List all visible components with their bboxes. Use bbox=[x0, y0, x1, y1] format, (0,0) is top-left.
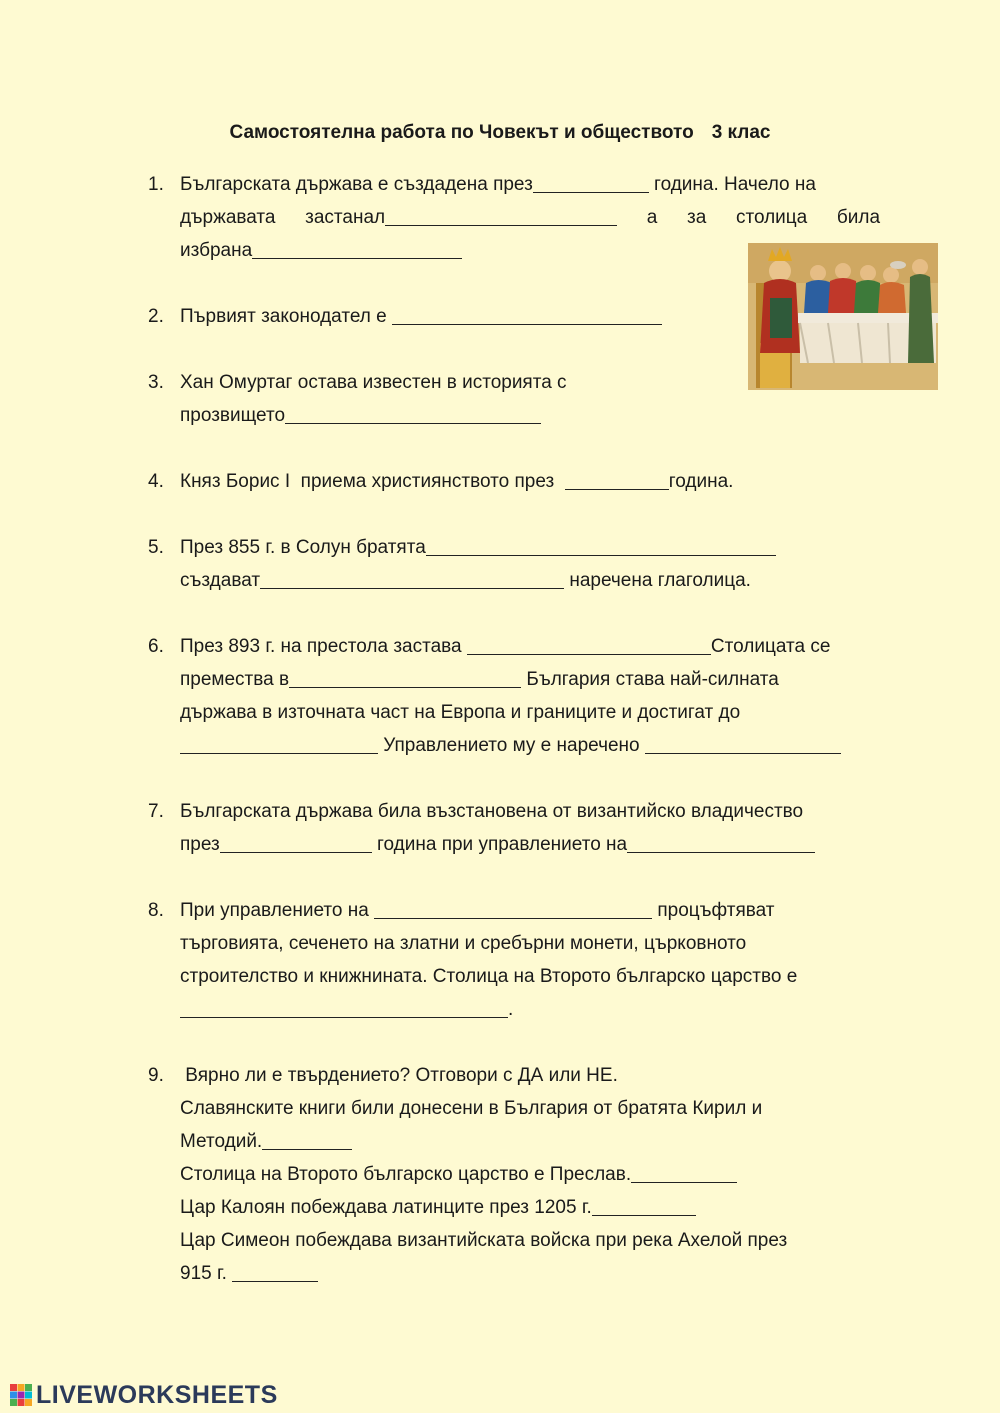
feast-image-icon bbox=[748, 243, 938, 390]
question-text: Българската държава е създадена през bbox=[180, 174, 533, 195]
question-text: Методий. bbox=[180, 1131, 263, 1152]
question-text: Столицата се bbox=[710, 636, 831, 657]
question-text: През 855 г. в Солун братята bbox=[180, 537, 426, 558]
page-title bbox=[0, 122, 1000, 144]
question-text: премества в bbox=[180, 669, 290, 690]
question-text: година. bbox=[668, 471, 734, 492]
question-text: Столица на Второто българско царство е Преслав. bbox=[180, 1164, 632, 1185]
question-text: застанал bbox=[305, 207, 386, 228]
question-text: създават bbox=[180, 570, 261, 591]
title-text: Самостоятелна работа по Човекът и обществото bbox=[229, 122, 694, 143]
question-text: за bbox=[687, 207, 707, 228]
answer-blank[interactable] bbox=[631, 1162, 737, 1183]
question-number: 4. bbox=[148, 471, 164, 492]
question-text: столица bbox=[735, 207, 808, 228]
question-line bbox=[180, 234, 462, 267]
question-text: година при управлението на bbox=[371, 834, 628, 855]
question-text: избрана bbox=[180, 240, 253, 261]
question-text: през bbox=[180, 834, 220, 855]
question-number: 9. bbox=[148, 1065, 164, 1086]
answer-blank[interactable] bbox=[232, 1261, 318, 1282]
question-text: През 893 г. на престола застава bbox=[180, 636, 467, 657]
answer-blank[interactable] bbox=[285, 403, 541, 424]
question-number: 7. bbox=[148, 801, 164, 822]
question-line bbox=[180, 531, 776, 564]
question-text: При управлението на bbox=[180, 900, 375, 921]
question-line bbox=[180, 300, 662, 333]
answer-blank[interactable] bbox=[252, 238, 462, 259]
question-line: Цар Симеон побеждава византийската войска при река Ахелой през bbox=[180, 1230, 788, 1251]
question-line bbox=[180, 399, 541, 432]
question-number: 5. bbox=[148, 537, 164, 558]
answer-blank[interactable] bbox=[220, 832, 372, 853]
question-line: търговията, сеченето на златни и сребърни монети, църковното bbox=[180, 933, 747, 954]
question-line: строителство и книжнината. Столица на Второто българско царство е bbox=[180, 966, 798, 987]
question-text: Първият законодател е bbox=[180, 306, 392, 327]
question-line: държава в източната част на Европа и границите и достигат до bbox=[180, 702, 741, 723]
question-text: 915 г. bbox=[180, 1263, 233, 1284]
medieval-feast-illustration bbox=[748, 243, 938, 390]
question-line bbox=[180, 1158, 737, 1191]
question-text: била bbox=[836, 207, 881, 228]
question-line: Хан Омуртаг остава известен в историята с bbox=[180, 372, 567, 393]
grade-text: 3 клас bbox=[711, 122, 771, 143]
answer-blank[interactable] bbox=[426, 535, 776, 556]
question-text: Княз Борис I приема християнството през bbox=[180, 471, 565, 492]
question-text: България става най-силната bbox=[521, 669, 779, 690]
question-line: Българската държава била възстановена от византийско владичество bbox=[180, 801, 804, 822]
question-number: 6. bbox=[148, 636, 164, 657]
question-line bbox=[180, 201, 880, 234]
answer-blank[interactable] bbox=[392, 304, 662, 325]
logo-blocks-icon bbox=[10, 1384, 32, 1406]
answer-blank[interactable] bbox=[467, 634, 711, 655]
question-line bbox=[180, 465, 733, 498]
answer-blank[interactable] bbox=[180, 997, 508, 1018]
question-text: Цар Калоян побеждава латинците през 1205 г. bbox=[180, 1197, 592, 1218]
answer-blank[interactable] bbox=[592, 1195, 696, 1216]
answer-blank[interactable] bbox=[374, 898, 652, 919]
question-text: процъфтяват bbox=[652, 900, 775, 921]
question-number: 2. bbox=[148, 306, 164, 327]
answer-blank[interactable] bbox=[533, 172, 649, 193]
question-text: година. Начело на bbox=[648, 174, 816, 195]
question-number: 3. bbox=[148, 372, 164, 393]
question-line bbox=[180, 630, 830, 663]
question-text: а bbox=[646, 207, 658, 228]
question-text: държавата bbox=[180, 207, 276, 228]
question-line bbox=[180, 663, 779, 696]
answer-blank[interactable] bbox=[180, 733, 378, 754]
question-line bbox=[180, 894, 774, 927]
question-number: 8. bbox=[148, 900, 164, 921]
answer-blank[interactable] bbox=[385, 205, 617, 226]
answer-blank[interactable] bbox=[262, 1129, 352, 1150]
question-line: Вярно ли е твърдението? Отговори с ДА или НЕ. bbox=[180, 1065, 618, 1086]
answer-blank[interactable] bbox=[289, 667, 521, 688]
question-text: Управлението му е наречено bbox=[378, 735, 645, 756]
question-line bbox=[180, 1125, 352, 1158]
answer-blank[interactable] bbox=[260, 568, 564, 589]
question-text: прозвището bbox=[180, 405, 286, 426]
question-line bbox=[180, 729, 841, 762]
answer-blank[interactable] bbox=[645, 733, 841, 754]
question-line bbox=[180, 1191, 696, 1224]
question-text: наречена глаголица. bbox=[564, 570, 751, 591]
question-line bbox=[180, 564, 751, 597]
answer-blank[interactable] bbox=[565, 469, 669, 490]
question-line: Славянските книги били донесени в България от братята Кирил и bbox=[180, 1098, 763, 1119]
question-line bbox=[180, 1257, 318, 1290]
question-number: 1. bbox=[148, 174, 164, 195]
question-text: . bbox=[508, 999, 514, 1020]
liveworksheets-logo bbox=[10, 1382, 278, 1408]
brand-name: LIVEWORKSHEETS bbox=[36, 1380, 278, 1409]
answer-blank[interactable] bbox=[627, 832, 815, 853]
question-line bbox=[180, 828, 815, 861]
question-line bbox=[180, 993, 513, 1026]
question-line bbox=[180, 168, 816, 201]
